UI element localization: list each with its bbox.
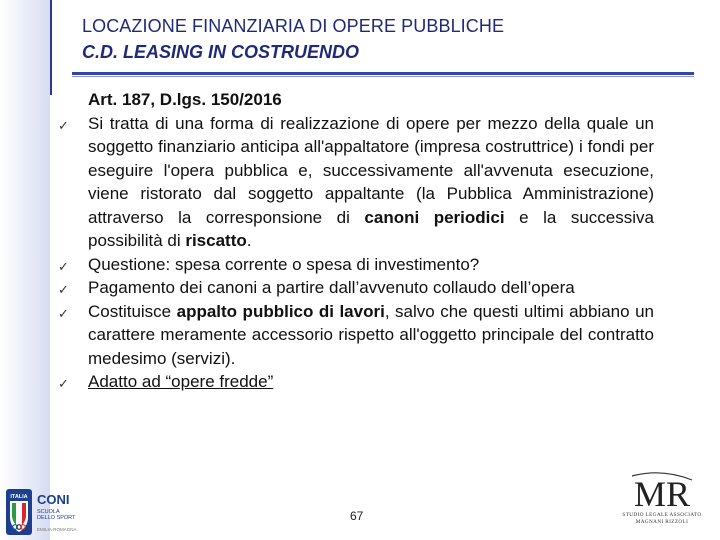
bullet-emphasis: canoni periodici (364, 207, 505, 227)
firm-line1: STUDIO LEGALE ASSOCIATO (622, 512, 702, 518)
checkmark-icon: ✓ (58, 258, 69, 274)
header-divider (72, 72, 694, 75)
firm-monogram: MR (633, 474, 691, 514)
slide-title: LOCAZIONE FINANZIARIA DI OPERE PUBBLICHE (82, 16, 505, 36)
bullet-emphasis: riscatto (185, 231, 247, 250)
checkmark-icon: ✓ (58, 282, 69, 297)
slide-subtitle: C.D. LEASING IN COSTRUENDO (82, 42, 360, 62)
coni-region: EMILIA-ROMAGNA (37, 527, 77, 532)
bullet-item (58, 370, 654, 394)
bullet-text: Si tratta di una forma di realizzazione di opere per mezzo della quale un soggetto finanziario anticipa all'appaltatore (impresa costruttrice) i fondi per eseguire l'opera pubblica e, successivamente all'avvenuta esecuzione, viene ristorato dal soggetto appaltante (la Pubblica Amministrazione) attraverso la corresponsione di (88, 113, 654, 227)
checkmark-icon: ✓ (58, 305, 69, 321)
left-accent-line (50, 0, 52, 95)
checkmark-icon: ✓ (58, 117, 69, 133)
bullet-item (58, 112, 654, 253)
bullet-item (58, 253, 654, 277)
checkmark-icon: ✓ (58, 376, 69, 391)
article-heading: Art. 187, D.lgs. 150/2016 (88, 90, 282, 109)
page-number: 67 (350, 509, 364, 523)
bullet-text-link-style: Adatto ad “opere fredde” (88, 372, 274, 391)
coni-logo (4, 487, 94, 537)
bullet-text: , salvo che questi ultimi abbiano un carattere meramente accessorio rispetto all'oggetto principale del contratto medesimo (servizi). (88, 301, 654, 368)
coni-line1: SCUOLA (37, 509, 60, 515)
bullet-item (58, 276, 654, 300)
bullet-text: Questione: spesa corrente o spesa di investimento? (88, 254, 480, 274)
bullet-emphasis: appalto pubblico di lavori (176, 301, 385, 321)
bullet-item (58, 300, 654, 371)
firm-logo (612, 470, 712, 532)
firm-line2: MAGNANI RIZZOLI (635, 519, 689, 525)
bullet-text: e la successiva possibilità di (88, 207, 654, 250)
coni-name: CONI (37, 492, 70, 507)
bullet-text: . (246, 231, 252, 250)
slide-body (58, 88, 654, 394)
coni-line2: DELLO SPORT (37, 515, 76, 521)
header-divider-thin (72, 76, 694, 77)
bullet-text: Pagamento dei canoni a partire dall’avvenuto collaudo dell’opera (88, 278, 575, 297)
coni-country: ITALIA (10, 494, 28, 500)
bullet-text: Costituisce (88, 301, 177, 321)
left-decorative-bar (0, 0, 50, 540)
